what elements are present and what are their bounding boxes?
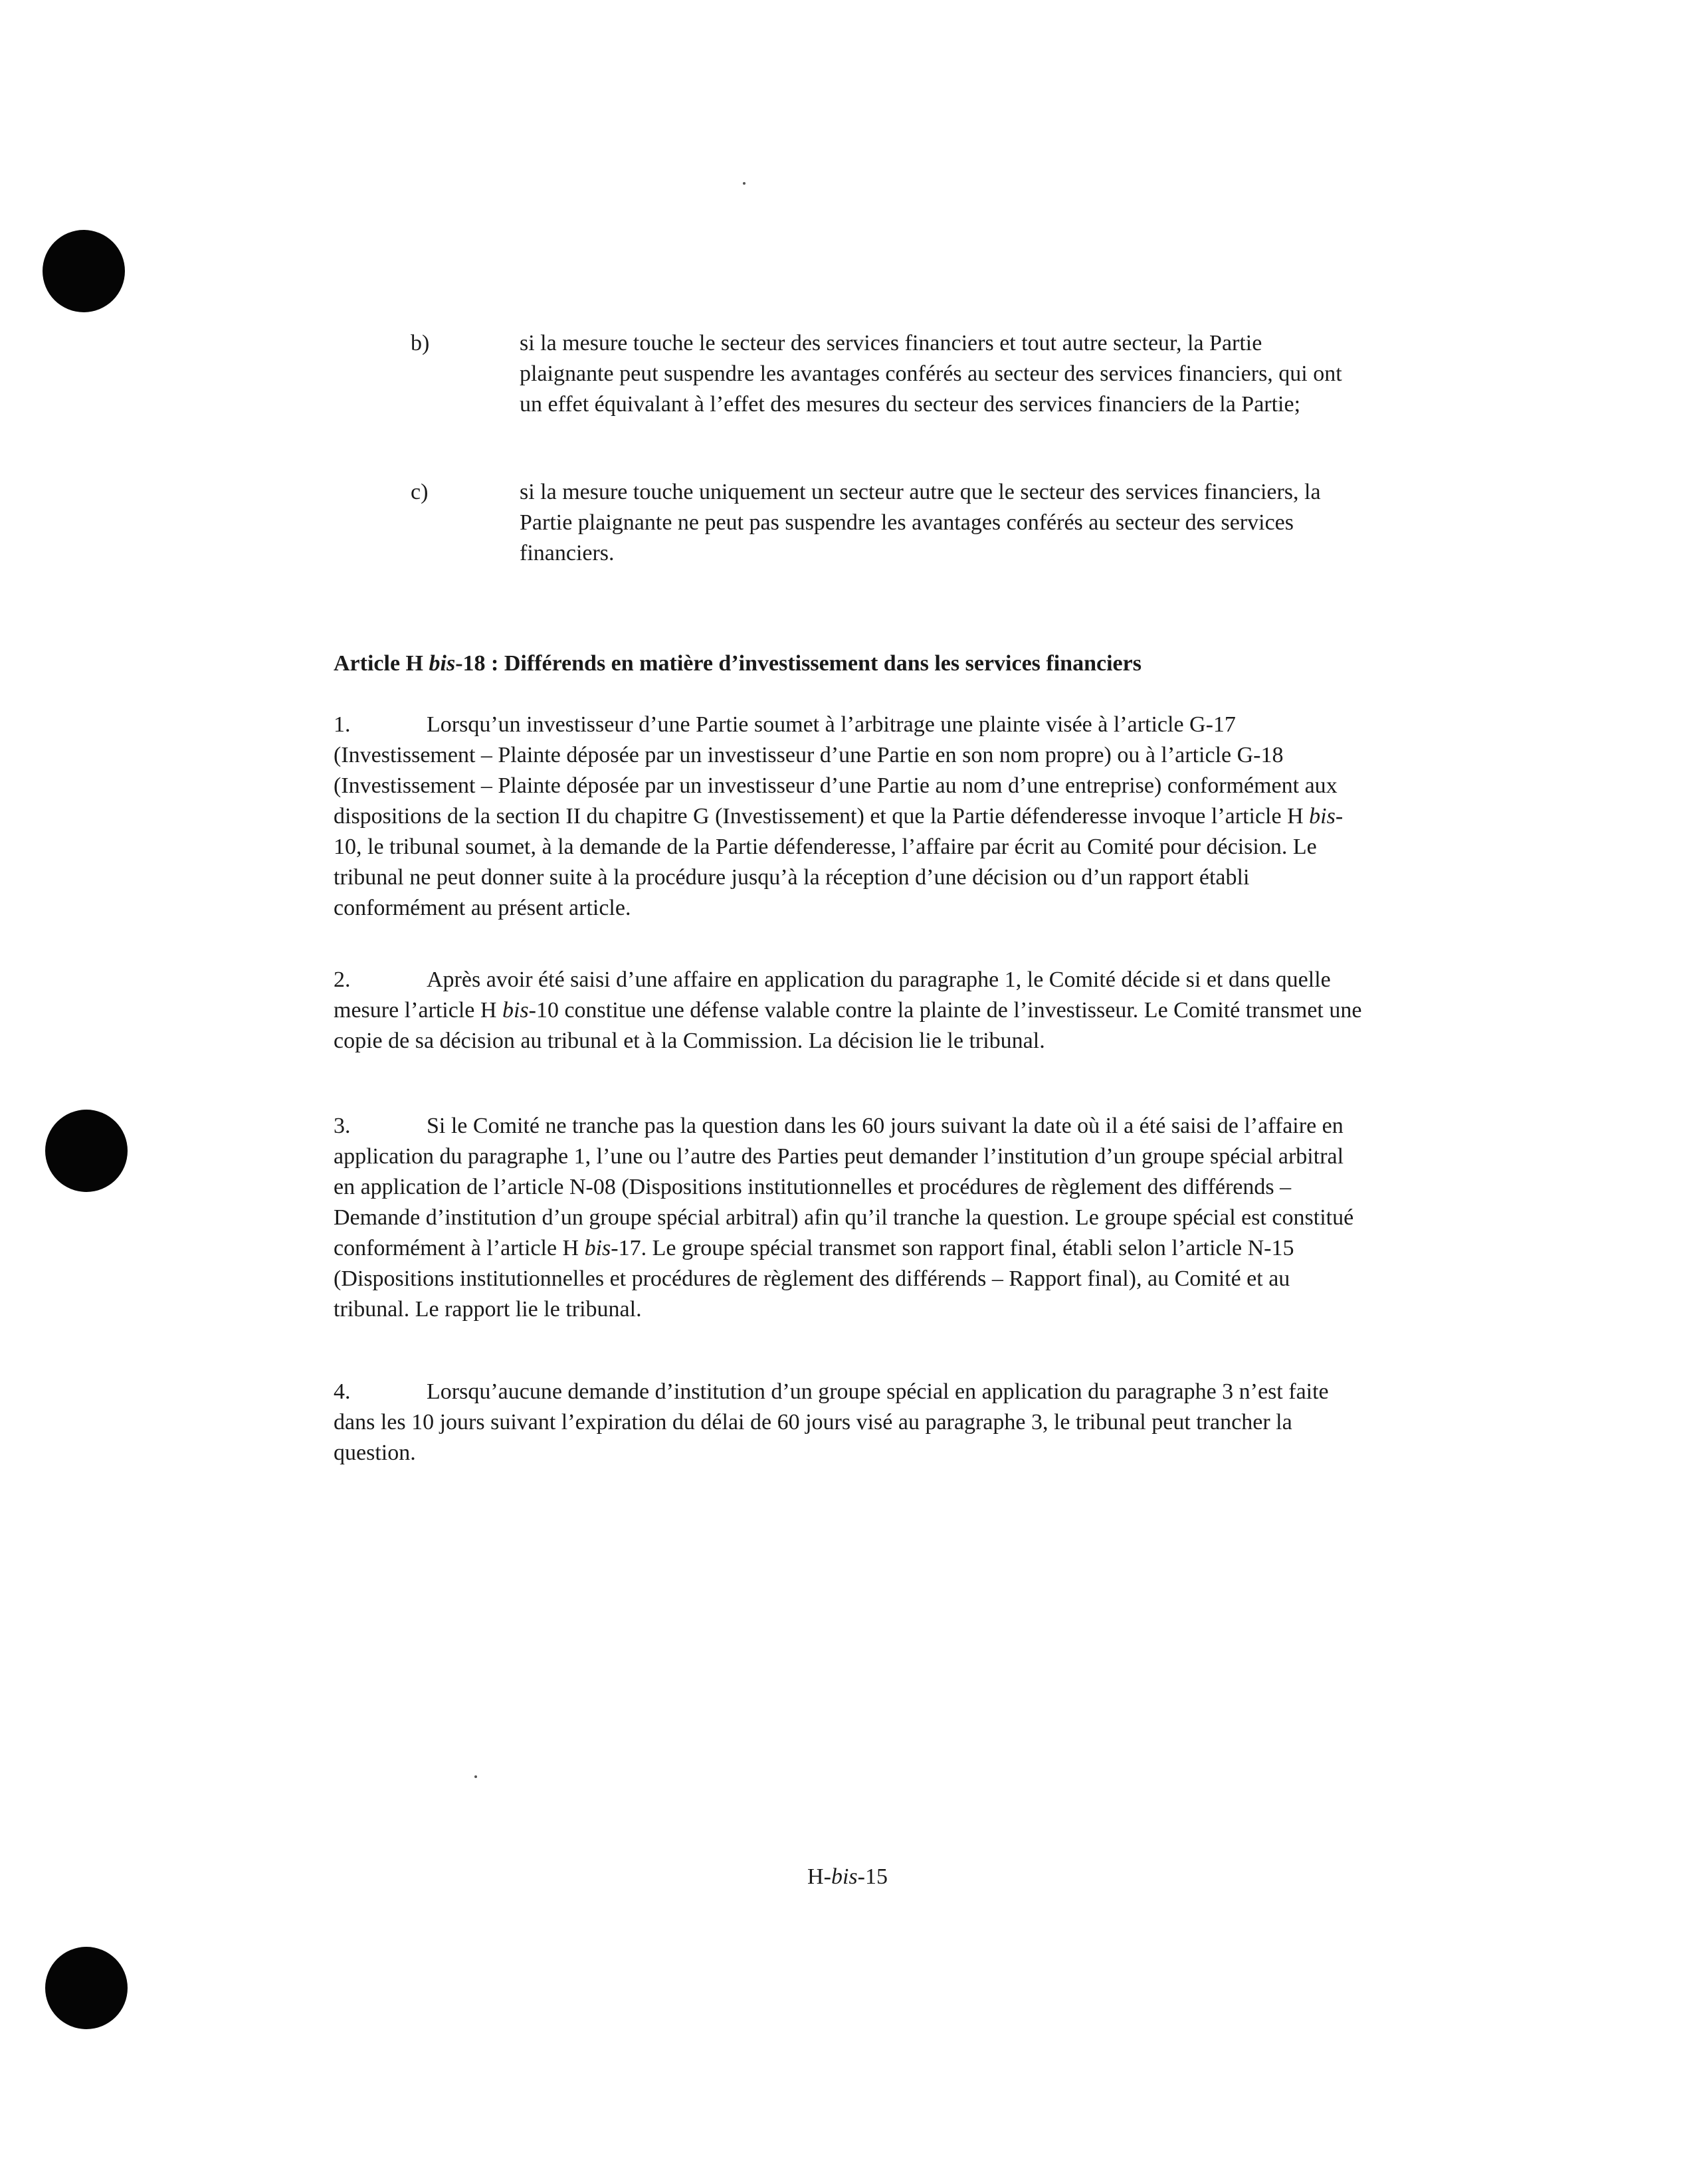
page-number-prefix: H- xyxy=(807,1864,831,1889)
paragraph-2: 2. Après avoir été saisi d’une affaire en application du paragraphe 1, le Comité décide si et dans quelle mesure l’article H bis-10 constitue une défense valable contre la plainte de l’investisseur. Le Comité transmet une copie de sa décision au tribunal et à la Commission. La décision lie le tribunal. xyxy=(334,967,1362,1053)
punch-hole-top xyxy=(43,230,125,312)
list-item-b xyxy=(412,328,1355,454)
article-heading xyxy=(334,648,1397,679)
article-heading-prefix: Article H xyxy=(334,651,429,676)
scan-speck xyxy=(474,1775,477,1778)
paragraph-text: Lorsqu’un investisseur d’une Partie soumet à l’arbitrage une plainte visée à l’article G-17 (Investissement – Plainte déposée par un investisseur d’une Partie en son nom propre) ou à l’article G-18 (Investissement – Plainte déposée par un investisseur d’une Partie au nom d’une entreprise) conformément aux dispositions de la section II du chapitre G (Investissement) et que la Partie défenderesse invoque l’article H bis-10, le tribunal soumet, à la demande de la Partie défenderesse, l’affaire par écrit au Comité pour décision. Le tribunal ne peut donner suite à la procédure jusqu’à la réception d’une décision ou d’un rapport établi conformément au présent article. xyxy=(334,712,1344,920)
page-number xyxy=(0,1862,1695,1892)
paragraph-3: 3. Si le Comité ne tranche pas la question dans les 60 jours suivant la date où il a été saisi de l’affaire en application du paragraphe 1, l’une ou l’autre des Parties peut demander l’institution d’un groupe spécial arbitral en application de l’article N-08 (Dispositions institutionnelles et procédures de règlement des différends – Demande d’institution d’un groupe spécial arbitral) afin qu’il tranche la question. Le groupe spécial est constitué conformément à l’article H bis-17. Le groupe spécial transmet son rapport final, établi selon l’article N-15 (Dispositions institutionnelles et procédures de règlement des différends – Rapport final), au Comité et au tribunal. Le rapport lie le tribunal. xyxy=(334,1114,1354,1322)
list-marker: b) xyxy=(411,331,430,355)
article-heading-bis: bis xyxy=(429,651,456,676)
paragraph-text: Après avoir été saisi d’une affaire en application du paragraphe 1, le Comité décide si et dans quelle mesure l’article H bis-10 constitue une défense valable contre la plainte de l’investisseur. Le Comité transmet une copie de sa décision au tribunal et à la Commission. La décision lie le tribunal. xyxy=(334,967,1362,1053)
paragraph-4: 4. Lorsqu’aucune demande d’institution d’un groupe spécial en application du paragraphe 3 n’est faite dans les 10 jours suivant l’expiration du délai de 60 jours visé au paragraphe 3, le tribunal peut trancher la question. xyxy=(334,1379,1329,1465)
list-marker: c) xyxy=(411,480,429,504)
paragraph-1: 1. Lorsqu’un investisseur d’une Partie soumet à l’arbitrage une plainte visée à l’article G-17 (Investissement – Plainte déposée par un investisseur d’une Partie en son nom propre) ou à l’article G-18 (Investissement – Plainte déposée par un investisseur d’une Partie au nom d’une entreprise) conformément aux dispositions de la section II du chapitre G (Investissement) et que la Partie défenderesse invoque l’article H bis-10, le tribunal soumet, à la demande de la Partie défenderesse, l’affaire par écrit au Comité pour décision. Le tribunal ne peut donner suite à la procédure jusqu’à la réception d’une décision ou d’un rapport établi conformément au présent article. xyxy=(334,712,1344,920)
list-item-text: si la mesure touche le secteur des services financiers et tout autre secteur, la Partie plaignante peut suspendre les avantages conférés au secteur des services financiers, qui ont un effet équivalant à l’effet des mesures du secteur des services financiers de la Partie; xyxy=(520,331,1342,417)
punch-hole-bottom xyxy=(45,1947,128,2029)
page-number-suffix: -15 xyxy=(857,1864,888,1889)
punch-hole-middle xyxy=(45,1110,128,1192)
article-heading-suffix: -18 : Différends en matière d’investissement dans les services financiers xyxy=(455,651,1142,676)
list-item-text: si la mesure touche uniquement un secteur autre que le secteur des services financiers, la Partie plaignante ne peut pas suspendre les avantages conférés au secteur des services financiers. xyxy=(520,480,1321,565)
scan-speck xyxy=(743,182,746,185)
paragraph-text: Lorsqu’aucune demande d’institution d’un groupe spécial en application du paragraphe 3 n’est faite dans les 10 jours suivant l’expiration du délai de 60 jours visé au paragraphe 3, le tribunal peut trancher la question. xyxy=(334,1379,1329,1465)
page-number-bis: bis xyxy=(831,1864,858,1889)
list-item-c xyxy=(412,477,1355,577)
paragraph-text: Si le Comité ne tranche pas la question dans les 60 jours suivant la date où il a été saisi de l’affaire en application du paragraphe 1, l’une ou l’autre des Parties peut demander l’institution d’un groupe spécial arbitral en application de l’article N-08 (Dispositions institutionnelles et procédures de règlement des différends – Demande d’institution d’un groupe spécial arbitral) afin qu’il tranche la question. Le groupe spécial est constitué conformément à l’article H bis-17. Le groupe spécial transmet son rapport final, établi selon l’article N-15 (Dispositions institutionnelles et procédures de règlement des différends – Rapport final), au Comité et au tribunal. Le rapport lie le tribunal. xyxy=(334,1114,1354,1322)
